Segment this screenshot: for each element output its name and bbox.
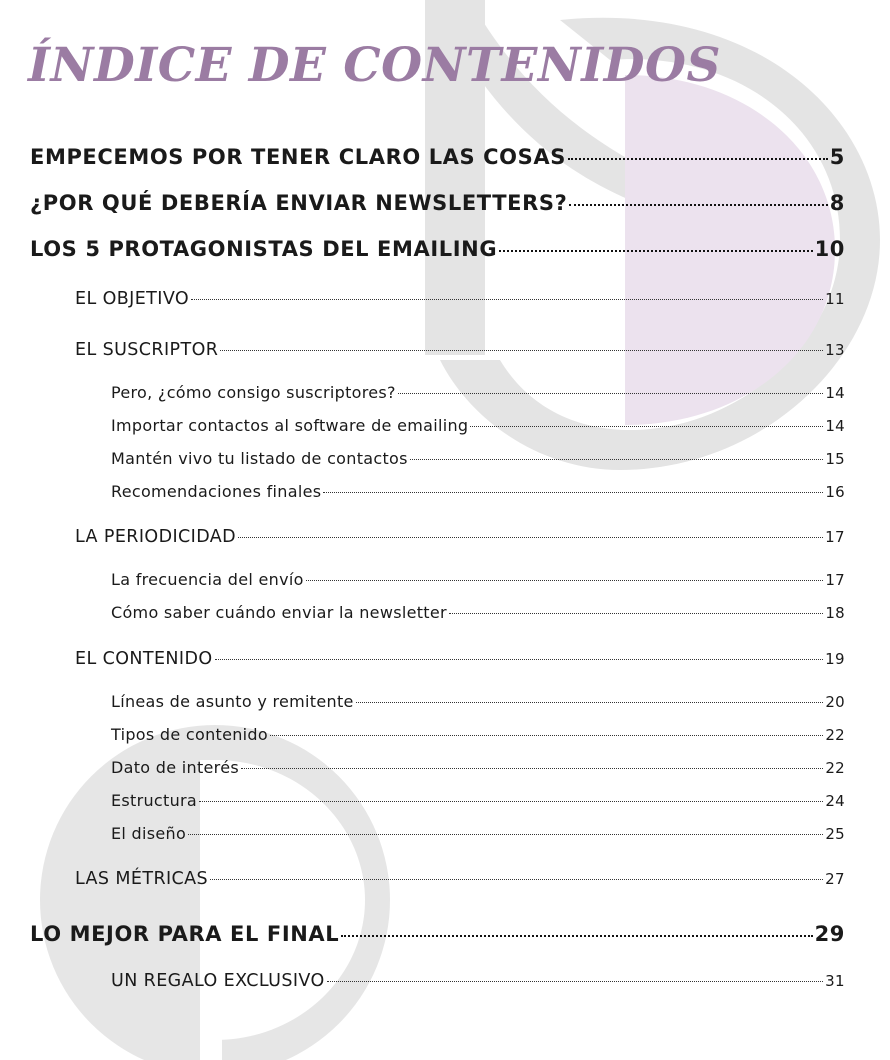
toc-page-number: 10 (814, 237, 845, 261)
toc-label: Cómo saber cuándo enviar la newsletter (111, 603, 447, 622)
toc-leader (215, 659, 824, 660)
toc-label: EMPECEMOS POR TENER CLARO LAS COSAS (30, 145, 566, 169)
toc-label: ¿POR QUÉ DEBERÍA ENVIAR NEWSLETTERS? (30, 191, 568, 215)
toc-leader (199, 801, 823, 802)
toc-leader (238, 537, 823, 538)
toc-page-number: 15 (825, 450, 845, 468)
toc-leader (470, 426, 823, 427)
toc-page-number: 22 (825, 759, 845, 777)
toc-entry-regalo[interactable] (111, 971, 845, 991)
toc-leader (306, 580, 824, 581)
toc-page-number: 13 (825, 341, 845, 359)
toc-page-number: 14 (825, 384, 845, 402)
toc-entry-objetivo[interactable] (75, 289, 845, 309)
toc-page-number: 24 (825, 792, 845, 810)
toc-label: Estructura (111, 791, 198, 810)
toc-page-number: 16 (825, 483, 845, 501)
toc-page-number: 31 (825, 972, 845, 990)
toc-entry-metricas[interactable] (75, 869, 845, 889)
toc-entry-manten-vivo[interactable] (111, 449, 845, 468)
toc-page-number: 11 (825, 290, 845, 308)
toc-entry-frecuencia[interactable] (111, 570, 845, 589)
toc-leader (356, 702, 824, 703)
toc-entry-suscriptor[interactable] (75, 340, 845, 360)
toc-leader (210, 879, 823, 880)
toc-page-number: 17 (825, 528, 845, 546)
toc-entry-conseguir-suscriptores[interactable] (111, 383, 845, 402)
toc-leader (191, 299, 823, 300)
toc-leader (188, 834, 823, 835)
toc-label: LOS 5 PROTAGONISTAS DEL EMAILING (30, 237, 498, 261)
toc-page-number: 19 (825, 650, 845, 668)
toc-label: EL CONTENIDO (75, 649, 213, 669)
toc-entry-por-que[interactable] (30, 191, 845, 215)
page-title: ÍNDICE DE CONTENIDOS (28, 38, 721, 93)
toc-page-number: 20 (825, 693, 845, 711)
toc-entry-cuando-enviar[interactable] (111, 603, 845, 622)
toc-entry-dato-interes[interactable] (111, 758, 845, 777)
toc-leader (323, 492, 823, 493)
toc-label: Importar contactos al software de emailing (111, 416, 469, 435)
toc-page-number: 5 (829, 145, 845, 169)
toc-leader (499, 250, 812, 252)
toc-leader (270, 735, 823, 736)
toc-page-number: 14 (825, 417, 845, 435)
toc-label: LA PERIODICIDAD (75, 527, 237, 547)
toc-label: LO MEJOR PARA EL FINAL (30, 922, 340, 946)
toc-entry-contenido[interactable] (75, 649, 845, 669)
toc-entry-estructura[interactable] (111, 791, 845, 810)
toc-leader (241, 768, 823, 769)
toc-entry-protagonistas[interactable] (30, 237, 845, 261)
toc-label: EL OBJETIVO (75, 289, 190, 309)
toc-label: LAS MÉTRICAS (75, 869, 209, 889)
toc-label: Tipos de contenido (111, 725, 268, 744)
toc-leader (220, 350, 823, 351)
toc-page-number: 22 (825, 726, 845, 744)
toc-leader (341, 935, 812, 937)
toc-entry-recomendaciones[interactable] (111, 482, 845, 501)
toc-label: Líneas de asunto y remitente (111, 692, 354, 711)
toc-page-number: 25 (825, 825, 845, 843)
toc-leader (410, 459, 824, 460)
toc-entry-importar-contactos[interactable] (111, 416, 845, 435)
toc-page-number: 29 (814, 922, 845, 946)
toc-label: Mantén vivo tu listado de contactos (111, 449, 408, 468)
toc-label: UN REGALO EXCLUSIVO (111, 971, 325, 991)
toc-label: EL SUSCRIPTOR (75, 340, 219, 360)
toc-leader (568, 158, 828, 160)
toc-entry-lineas-asunto[interactable] (111, 692, 845, 711)
toc-page-number: 27 (825, 870, 845, 888)
toc-entry-tipos-contenido[interactable] (111, 725, 845, 744)
toc-entry-empecemos[interactable] (30, 145, 845, 169)
toc-label: La frecuencia del envío (111, 570, 304, 589)
toc-page-number: 17 (825, 571, 845, 589)
toc-page-number: 8 (829, 191, 845, 215)
toc-leader (569, 204, 827, 206)
toc-entry-lo-mejor[interactable] (30, 922, 845, 946)
toc-label: Pero, ¿cómo consigo suscriptores? (111, 383, 396, 402)
toc-leader (449, 613, 823, 614)
toc-label: Recomendaciones finales (111, 482, 322, 501)
toc-entry-periodicidad[interactable] (75, 527, 845, 547)
toc-entry-diseno[interactable] (111, 824, 845, 843)
toc-leader (327, 981, 823, 982)
toc-page-number: 18 (825, 604, 845, 622)
toc-leader (398, 393, 823, 394)
toc-label: Dato de interés (111, 758, 239, 777)
toc-label: El diseño (111, 824, 187, 843)
